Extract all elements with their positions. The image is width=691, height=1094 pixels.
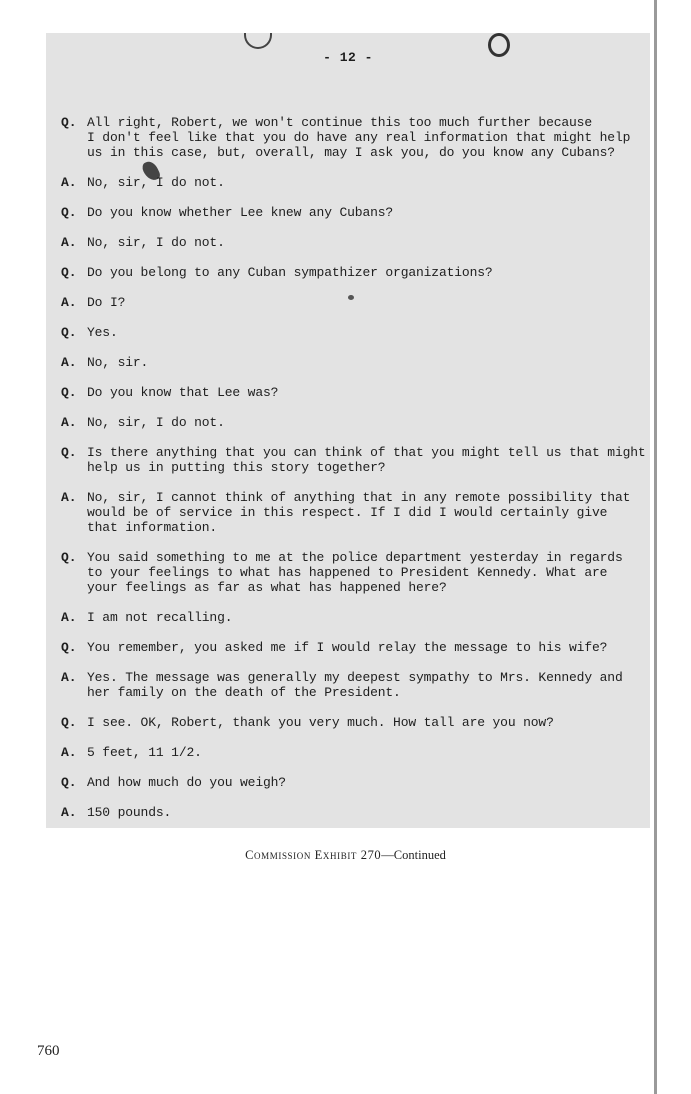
qa-entry	[61, 415, 651, 430]
scanned-transcript-page	[46, 33, 650, 828]
qa-label: Q.	[61, 325, 77, 340]
interview-transcript	[61, 115, 651, 835]
qa-entry	[61, 490, 651, 535]
qa-entry	[61, 295, 651, 310]
qa-label: A.	[61, 490, 77, 505]
qa-text: Do you know that Lee was?	[87, 385, 279, 400]
transcript-page-number: - 12 -	[323, 50, 373, 65]
qa-entry	[61, 715, 651, 730]
qa-label: A.	[61, 235, 77, 250]
qa-label: A.	[61, 175, 77, 190]
qa-label: Q.	[61, 640, 77, 655]
qa-text: Do you know whether Lee knew any Cubans?	[87, 205, 394, 220]
qa-entry	[61, 265, 651, 280]
qa-text: No, sir, I do not.	[87, 415, 225, 430]
qa-entry	[61, 775, 651, 790]
qa-entry	[61, 445, 651, 475]
exhibit-continued: —Continued	[381, 848, 446, 862]
qa-text: You said something to me at the police department yesterday in regards to your feelings to what has happened to President Kennedy. What are your feelings as far as what has happened here?	[87, 550, 623, 595]
qa-text: Do I?	[87, 295, 126, 310]
qa-entry	[61, 640, 651, 655]
qa-text: You remember, you asked me if I would relay the message to his wife?	[87, 640, 608, 655]
qa-label: A.	[61, 805, 77, 820]
qa-entry	[61, 175, 651, 190]
qa-label: Q.	[61, 715, 77, 730]
book-page-number: 760	[37, 1043, 60, 1059]
qa-entry	[61, 745, 651, 760]
qa-label: Q.	[61, 445, 77, 460]
qa-label: Q.	[61, 205, 77, 220]
qa-entry	[61, 805, 651, 820]
qa-label: Q.	[61, 385, 77, 400]
qa-text: Yes. The message was generally my deepest sympathy to Mrs. Kennedy and her family on the death of the President.	[87, 670, 623, 700]
qa-text: 150 pounds.	[87, 805, 172, 820]
qa-entry	[61, 385, 651, 400]
qa-text: No, sir, I cannot think of anything that in any remote possibility that would be of service in this respect. If I did I would certainly give that information.	[87, 490, 631, 535]
qa-entry	[61, 670, 651, 700]
qa-entry	[61, 550, 651, 595]
qa-entry	[61, 610, 651, 625]
qa-label: Q.	[61, 775, 77, 790]
qa-text: I see. OK, Robert, thank you very much. How tall are you now?	[87, 715, 554, 730]
qa-label: A.	[61, 295, 77, 310]
qa-text: No, sir.	[87, 355, 149, 370]
qa-label: Q.	[61, 550, 77, 565]
qa-entry	[61, 325, 651, 340]
exhibit-title: Commission Exhibit 270	[245, 848, 382, 862]
qa-entry	[61, 355, 651, 370]
qa-label: A.	[61, 670, 77, 685]
qa-text: Do you belong to any Cuban sympathizer organizations?	[87, 265, 493, 280]
qa-label: A.	[61, 415, 77, 430]
qa-label: Q.	[61, 115, 77, 130]
page-edge-shadow	[654, 0, 657, 1094]
qa-text: 5 feet, 11 1/2.	[87, 745, 202, 760]
qa-text: I am not recalling.	[87, 610, 233, 625]
qa-label: A.	[61, 610, 77, 625]
exhibit-caption	[0, 848, 691, 863]
qa-entry	[61, 235, 651, 250]
qa-label: Q.	[61, 265, 77, 280]
qa-label: A.	[61, 355, 77, 370]
qa-text: And how much do you weigh?	[87, 775, 286, 790]
qa-text: No, sir, I do not.	[87, 235, 225, 250]
qa-entry	[61, 115, 651, 160]
qa-text: All right, Robert, we won't continue this too much further because I don't feel like that you do have any real information that might help us in this case, but, overall, may I ask you, do you know any Cubans?	[87, 115, 631, 160]
binding-hole-mark	[244, 33, 272, 49]
qa-text: No, sir, I do not.	[87, 175, 225, 190]
qa-entry	[61, 205, 651, 220]
qa-label: A.	[61, 745, 77, 760]
qa-text: Yes.	[87, 325, 118, 340]
qa-text: Is there anything that you can think of that you might tell us that might help us in putting this story together?	[87, 445, 646, 475]
